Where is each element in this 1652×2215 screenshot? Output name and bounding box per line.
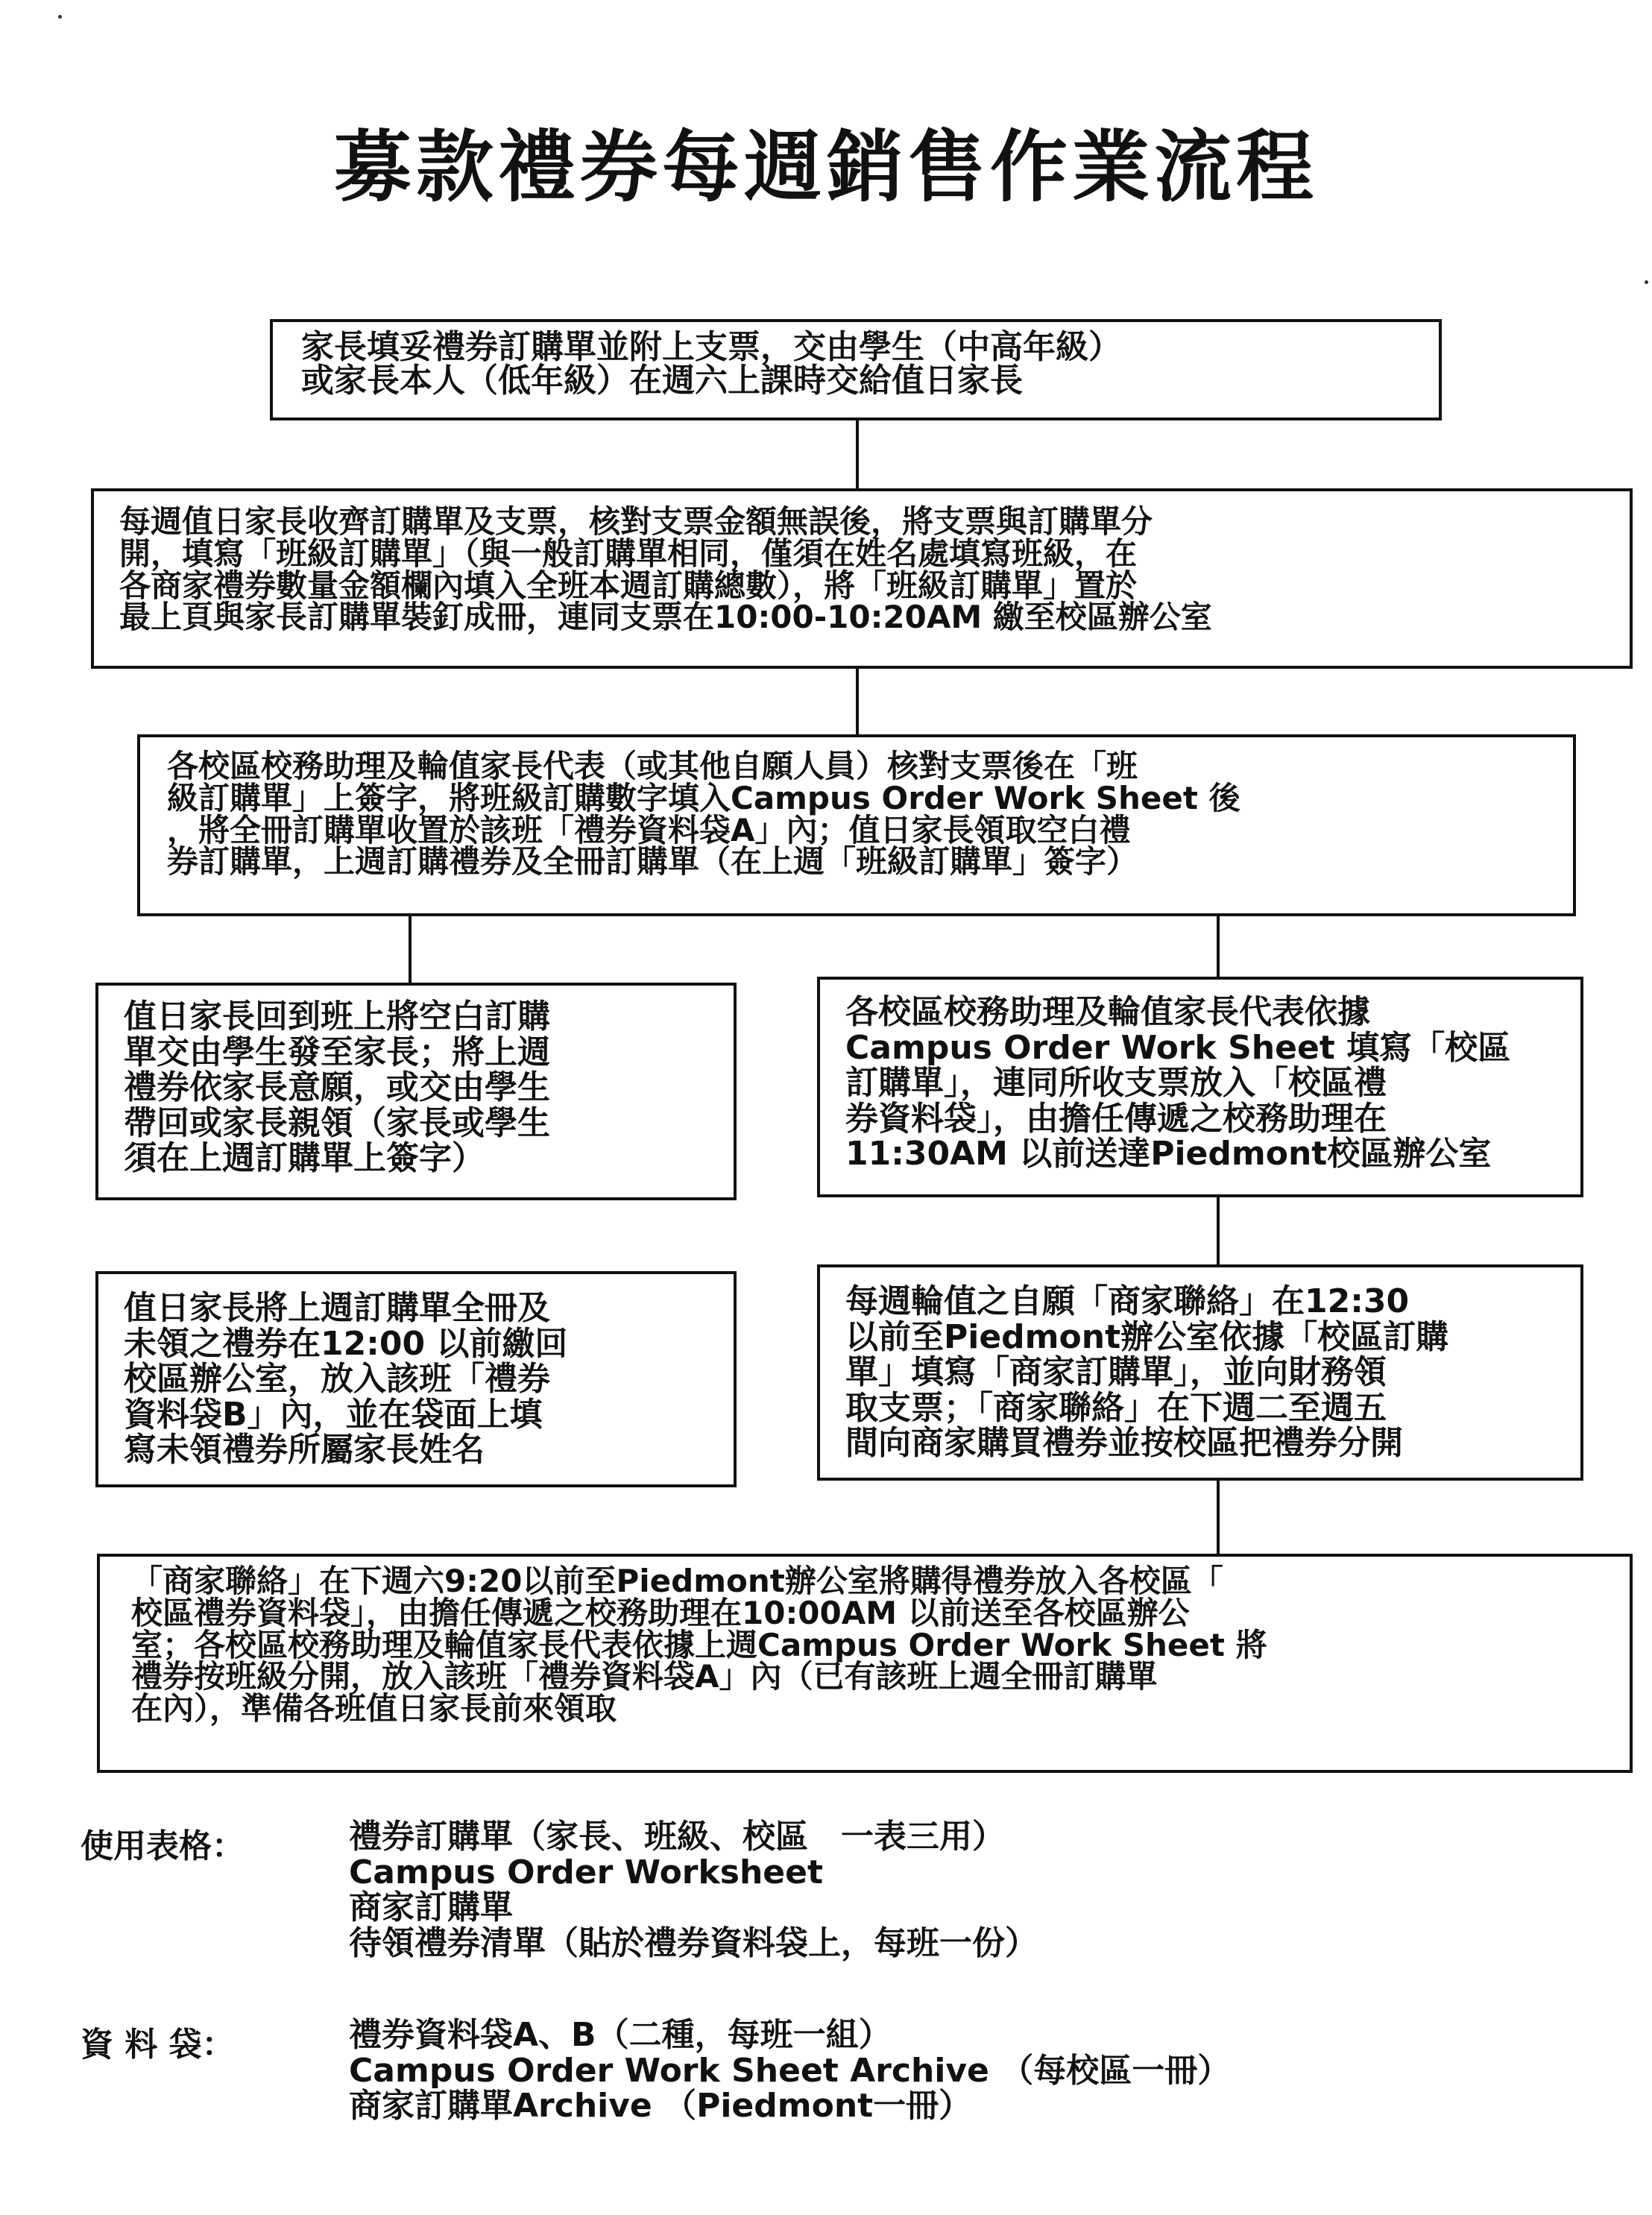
flow-step-6 <box>95 1271 737 1487</box>
connector-s1-s2 <box>856 419 859 490</box>
step-line: 帶回或家長親領（家長或學生 <box>124 1103 550 1142</box>
flow-step-3 <box>137 734 1576 916</box>
step-line: 單交由學生發至家長；將上週 <box>124 1033 550 1071</box>
step-line: 家長填妥禮券訂購單並附上支票，交由學生（中高年級） <box>301 328 1121 366</box>
scan-speck <box>58 15 62 19</box>
step-line: 室；各校區校務助理及輪值家長代表依據上週Campus Order Work Sheet 將 <box>131 1626 1267 1663</box>
forms-item: 禮券訂購單（家長、班級、校區 一表三用） <box>349 1818 1005 1856</box>
step-line: 開，填寫「班級訂購單」（與一般訂購單相同，僅須在姓名處填寫班級，在 <box>119 535 1138 572</box>
step-line: 各校區校務助理及輪值家長代表（或其他自願人員）核對支票後在「班 <box>167 748 1138 784</box>
step-line: 各商家禮券數量金額欄內填入全班本週訂購總數），將「班級訂購單」置於 <box>119 567 1138 604</box>
connector-s3-s5 <box>1217 915 1220 978</box>
step-line: ，將全冊訂購單收置於該班「禮券資料袋A」內；值日家長領取空白禮 <box>167 811 1131 848</box>
step-line: 級訂購單」上簽字，將班級訂購數字填入Campus Order Work Sheet 後 <box>167 779 1240 816</box>
page-title: 募款禮券每週銷售作業流程 <box>333 122 1318 212</box>
flow-step-5 <box>817 977 1583 1197</box>
step-line: 在內），準備各班值日家長前來領取 <box>131 1690 617 1727</box>
step-line: 資料袋B」內，並在袋面上填 <box>124 1395 543 1434</box>
step-line: 訂購單」，連同所收支票放入「校區禮 <box>845 1064 1387 1103</box>
step-line: 間向商家購買禮券並按校區把禮券分開 <box>845 1424 1403 1463</box>
step-line: 值日家長回到班上將空白訂購 <box>124 998 550 1036</box>
connector-s2-s3 <box>856 667 859 736</box>
step-line: 「商家聯絡」在下週六9:20以前至Piedmont辦公室將購得禮券放入各校區「 <box>131 1563 1223 1599</box>
forms-item: 商家訂購單 <box>349 1888 513 1927</box>
step-line: 11:30AM 以前送達Piedmont校區辦公室 <box>845 1135 1492 1173</box>
step-line: 最上頁與家長訂購單裝釘成冊，連同支票在10:00-10:20AM 繳至校區辦公室 <box>119 599 1212 636</box>
step-line: 禮券依家長意願，或交由學生 <box>124 1068 550 1107</box>
connector-s5-s7 <box>1217 1196 1220 1266</box>
step-line: 以前至Piedmont辦公室依據「校區訂購 <box>845 1317 1449 1356</box>
step-line: 單」填寫「商家訂購單」，並向財務領 <box>845 1353 1387 1392</box>
step-line: 禮券按班級分開，放入該班「禮券資料袋A」內（已有該班上週全冊訂購單 <box>131 1658 1158 1695</box>
step-line: 校區辦公室，放入該班「禮券 <box>124 1360 550 1399</box>
flow-step-2 <box>91 488 1633 669</box>
step-line: Campus Order Work Sheet 填寫「校區 <box>845 1028 1511 1067</box>
step-line: 未領之禮券在12:00 以前繳回 <box>124 1324 568 1363</box>
step-line: 校區禮券資料袋」，由擔任傳遞之校務助理在10:00AM 以前送至各校區辦公 <box>131 1594 1190 1631</box>
step-line: 每週值日家長收齊訂購單及支票，核對支票金額無誤後，將支票與訂購單分 <box>119 503 1153 540</box>
step-line: 每週輪值之自願「商家聯絡」在12:30 <box>845 1282 1410 1320</box>
step-line: 須在上週訂購單上簽字） <box>124 1139 485 1178</box>
forms-label: 使用表格： <box>81 1827 245 1865</box>
step-line: 各校區校務助理及輪值家長代表依據 <box>845 993 1370 1031</box>
bags-item: Campus Order Work Sheet Archive （每校區一冊） <box>349 2051 1231 2090</box>
step-line: 或家長本人（低年級）在週六上課時交給值日家長 <box>301 361 1023 400</box>
step-line: 券訂購單，上週訂購禮券及全冊訂購單（在上週「班級訂購單」簽字） <box>167 843 1138 880</box>
connector-s3-s4 <box>409 915 412 984</box>
step-line: 券資料袋」，由擔任傳遞之校務助理在 <box>845 1099 1387 1138</box>
step-line: 取支票；「商家聯絡」在下週二至週五 <box>845 1388 1387 1427</box>
scan-speck <box>1645 280 1648 284</box>
bags-item: 商家訂購單Archive （Piedmont一冊） <box>349 2087 972 2126</box>
bags-label: 資 料 袋： <box>81 2026 235 2064</box>
forms-item: Campus Order Worksheet <box>349 1853 824 1891</box>
flow-step-8 <box>97 1554 1633 1773</box>
bags-item: 禮券資料袋A、B（二種，每班一組） <box>349 2016 892 2054</box>
step-line: 值日家長將上週訂購單全冊及 <box>124 1289 550 1327</box>
flow-step-7 <box>817 1264 1583 1481</box>
flow-step-1 <box>270 319 1442 420</box>
step-line: 寫未領禮券所屬家長姓名 <box>124 1431 485 1469</box>
connector-s7-s8 <box>1217 1479 1220 1555</box>
forms-item: 待領禮券清單（貼於禮券資料袋上，每班一份） <box>349 1923 1038 1962</box>
flow-step-4 <box>95 983 737 1200</box>
